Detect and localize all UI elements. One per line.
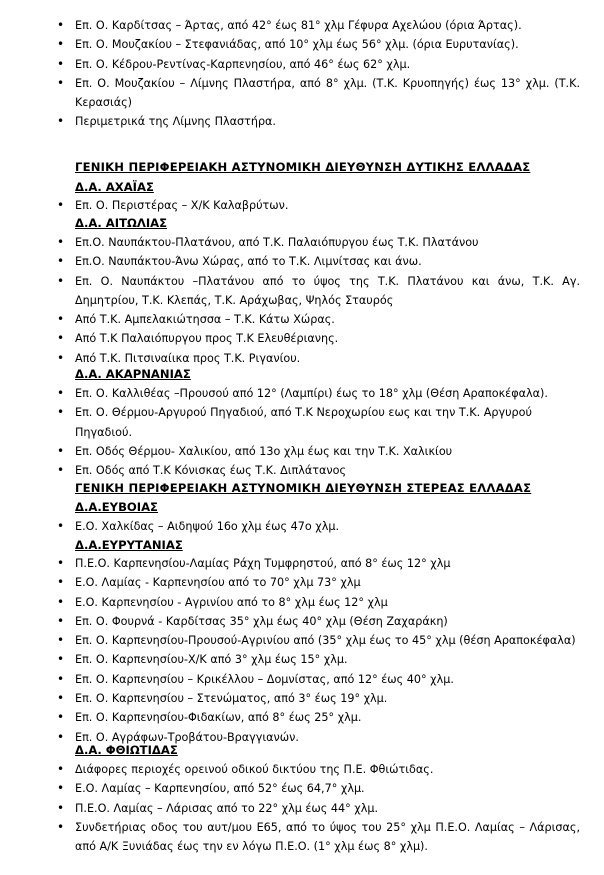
list-item: • Π.Ε.Ο. Καρπενησίου-Λαμίας Ράχη Τυμφρηστού, από 8° έως 12° χλμ — [0, 554, 604, 573]
list-item: • Επ. Ο. Περιστέρας – Χ/Κ Καλαβρύτων. — [0, 196, 604, 215]
list-item: • Επ. Ο. Καρπενησίου-Φιδακίων, από 8° έως 25° χλμ. — [0, 708, 604, 727]
subheading-evrytanias: Δ.Α.ΕΥΡΥΤΑΝΙΑΣ — [75, 538, 183, 552]
list-item: • Επ. Ο. Καρπενησίου-Χ/Κ από 3° χλμ έως 15° χλμ. — [0, 650, 604, 669]
subheading-fthiotidas: Δ.Α. ΦΘΙΩΤΙΔΑΣ — [75, 743, 178, 757]
list-item: • Επ. Ο. Αγράφων-Τροβάτου-Βραγγιανών. — [0, 728, 604, 747]
list-item: • Επ. Ο. Μουζακίου – Στεφανιάδας, από 10° χλμ έως 56° χλμ. (όρια Ευρυτανίας). — [0, 35, 604, 54]
list-item: • Επ. Ο. Φουρνά - Καρδίτσας 35° χλμ έως 40° χλμ (Θέση Ζαχαράκη) — [0, 612, 604, 631]
achaia-list — [0, 196, 604, 215]
list-item: • Συνδετήριας οδος του αυτ/μου Ε65, από το ύψος του 25° χλμ Π.Ε.Ο. Λαμίας – Λάρισας, από Α/Κ Ξυνιάδας έως την εν λόγω Π.Ε.Ο. (1° χλμ έως 8° χλμ). — [0, 818, 604, 857]
list-item: • Επ. Ο. Μουζακίου – Λίμνης Πλαστήρα, από 8° χλμ. (Τ.Κ. Κρυοπηγής) έως 13° χλμ. (Τ.Κ. Κερασιάς) — [0, 74, 604, 113]
section-heading-west: ΓΕΝΙΚΗ ΠΕΡΙΦΕΡΕΙΑΚΗ ΑΣΤΥΝΟΜΙΚΗ ΔΙΕΥΘΥΝΣΗ ΔΥΤΙΚΗΣ ΕΛΛΑΔΑΣ — [75, 160, 531, 174]
list-item: • Ε.Ο. Λαμίας – Καρπενησίου, από 52° έως 64,7° χλμ. — [0, 779, 604, 798]
list-item: • Ε.Ο. Καρπενησίου - Αγρινίου από το 8° χλμ έως 12° χλμ — [0, 593, 604, 612]
subheading-evvoias: Δ.Α.ΕΥΒΟΙΑΣ — [75, 500, 158, 514]
list-item: • Επ.Ο. Ναυπάκτου-Άνω Χώρας, από το Τ.Κ. Λιμνίτσας και άνω. — [0, 252, 604, 271]
list-item: • Επ. Ο. Καρπενησίου-Προυσού-Αγρινίου από (35° χλμ έως το 45° χλμ (θέση Αραποκέφαλα) — [0, 631, 604, 650]
subheading-achaia: Δ.Α. ΑΧΑΪΑΣ — [75, 180, 154, 194]
akarnanias-list — [0, 384, 604, 480]
aitolias-list — [0, 233, 604, 368]
section-heading-central: ΓΕΝΙΚΗ ΠΕΡΙΦΕΡΕΙΑΚΗ ΑΣΤΥΝΟΜΙΚΗ ΔΙΕΥΘΥΝΣΗ ΣΤΕΡΕΑΣ ΕΛΛΑΔΑΣ — [75, 481, 532, 495]
subheading-akarnanias: Δ.Α. ΑΚΑΡΝΑΝΙΑΣ — [75, 367, 191, 381]
list-item: • Επ. Ο. Καρπενησίου – Στενώματος, από 3° έως 19° χλμ. — [0, 689, 604, 708]
evvoias-list — [0, 517, 604, 536]
list-item: • Ε.Ο. Χαλκίδας – Αιδηψού 16ο χλμ έως 47ο χλμ. — [0, 517, 604, 536]
list-item: • Π.Ε.Ο. Λαμίας – Λάρισας από το 22° χλμ έως 44° χλμ. — [0, 799, 604, 818]
list-item: • Επ. Οδός από Τ.Κ Κόνισκας έως Τ.Κ. Διπλάτανος — [0, 461, 604, 480]
fthiotidas-list — [0, 760, 604, 856]
list-item: • Επ. Ο. Θέρμου-Αργυρού Πηγαδιού, από Τ.Κ Νεροχωρίου εως και την Τ.Κ. Αργυρού Πηγαδιού. — [0, 403, 604, 442]
list-item: • Επ. Ο. Ναυπάκτου –Πλατάνου από το ύψος της Τ.Κ. Πλατάνου και άνω, Τ.Κ. Αγ. Δημητρίου, Τ.Κ. Κλεπάς, Τ.Κ. Αράχωβας, Ψηλός Σταυρός — [0, 272, 604, 311]
list-item: • Περιμετρικά της Λίμνης Πλαστήρα. — [0, 112, 604, 131]
top-list — [0, 16, 604, 132]
subheading-aitolias: Δ.Α. ΑΙΤΩΛΙΑΣ — [75, 216, 168, 230]
list-item: • Επ. Ο. Καρπενησίου – Κρικέλλου – Δομνίστας, από 12° έως 40° χλμ. — [0, 670, 604, 689]
list-item: • Επ. Ο. Καλλιθέας –Προυσού από 12° (Λαμπίρι) έως το 18° χλμ (Θέση Αραποκέφαλα). — [0, 384, 604, 403]
list-item: • Επ. Ο. Καρδίτσας – Άρτας, από 42° έως 81° χλμ Γέφυρα Αχελώου (όρια Άρτας). — [0, 16, 604, 35]
list-item: • Διάφορες περιοχές ορεινού οδικού δικτύου της Π.Ε. Φθιώτιδας. — [0, 760, 604, 779]
list-item: • Από Τ.Κ Παλαιόπυργου προς Τ.Κ Ελευθέριανης. — [0, 329, 604, 348]
list-item: • Επ. Οδός Θέρμου- Χαλικίου, από 13ο χλμ έως και την Τ.Κ. Χαλικίου — [0, 442, 604, 461]
list-item: • Ε.Ο. Λαμίας - Καρπενησίου από το 70° χλμ 73° χλμ — [0, 573, 604, 592]
evrytanias-list — [0, 554, 604, 747]
list-item: • Επ. Ο. Κέδρου-Ρεντίνας-Καρπενησίου, από 46° έως 62° χλμ. — [0, 55, 604, 74]
list-item: • Από Τ.Κ. Πιτσιναίικα προς Τ.Κ. Ριγανίου. — [0, 349, 604, 368]
list-item: • Από Τ.Κ. Αμπελακιώτησσα – Τ.Κ. Κάτω Χώρας. — [0, 310, 604, 329]
list-item: • Επ.Ο. Ναυπάκτου-Πλατάνου, από Τ.Κ. Παλαιόπυργου έως Τ.Κ. Πλατάνου — [0, 233, 604, 252]
